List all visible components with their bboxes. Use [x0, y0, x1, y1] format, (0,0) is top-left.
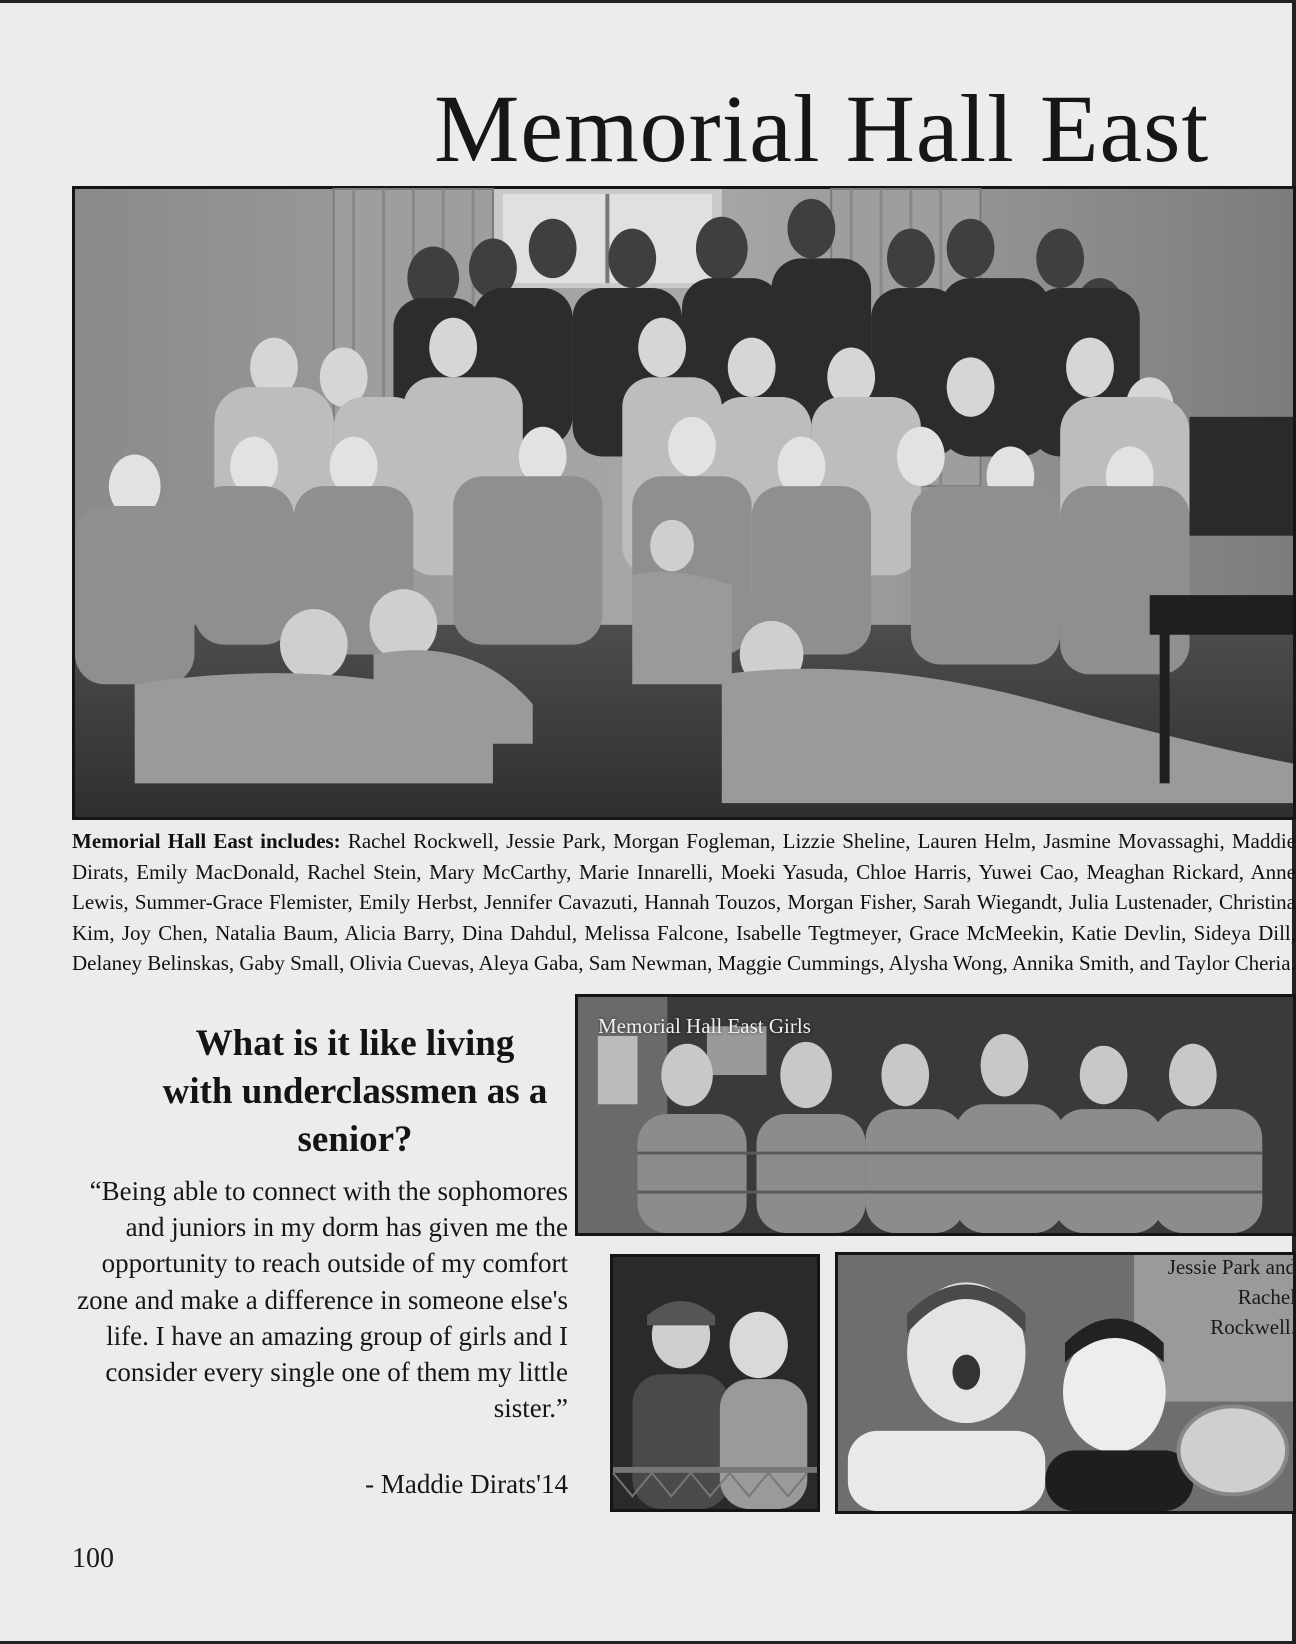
caption-lead: Memorial Hall East includes: [72, 829, 341, 853]
caption-names: Rachel Rockwell, Jessie Park, Morgan Fogleman, Lizzie Sheline, Lauren Helm, Jasmine Movassaghi, Maddie Dirats, Emily MacDonald, Rachel Stein, Mary McCarthy, Marie Innarelli, Moeki Yasuda, Chloe Harris, Yuwei Cao, Meaghan Rickard, Anne Lewis, Summer-Grace Flemister, Emily Herbst, Jennifer Cavazuti, Hannah Touzos, Morgan Fisher, Sarah Wiegandt, Julia Lustenader, Christina Kim, Joy Chen, Natalia Baum, Alicia Barry, Dina Dahdul, Melissa Falcone, Isabelle Tegtmeyer, Grace McMeekin, Katie Devlin, Sideya Dill, Delaney Belinskas, Gaby Small, Olivia Cuevas, Aleya Gaba, Sam Newman, Maggie Cummings, Alysha Wong, Annika Smith, and Taylor Cheria. [72, 829, 1296, 975]
page-number: 100 [72, 1543, 114, 1574]
group-photo [72, 186, 1296, 820]
senior-quote: “Being able to connect with the sophomores and juniors in my dorm has given me the opportunity to reach outside of my comfort zone and make a difference in someone else's life. I have an amazing group of girls and I consider every single one of them my little sister.” [77, 1176, 568, 1424]
page-border-top [0, 0, 1296, 3]
girls-photo-label: Memorial Hall East Girls [598, 1014, 811, 1038]
interview-question: What is it like living with underclassmen as a senior? [162, 1023, 548, 1160]
quote-author: - Maddie Dirats'14 [365, 1469, 568, 1499]
selfie-label-line-3: Rockwell. [1210, 1315, 1296, 1339]
two-girls-photo [610, 1254, 820, 1512]
page-title: Memorial Hall East [434, 75, 1210, 182]
selfie-label-line-2: Rachel [1237, 1285, 1296, 1309]
selfie-photo-label [1100, 1252, 1296, 1342]
selfie-label-line-1: Jessie Park and [1167, 1255, 1296, 1279]
group-photo-caption [72, 826, 1296, 975]
